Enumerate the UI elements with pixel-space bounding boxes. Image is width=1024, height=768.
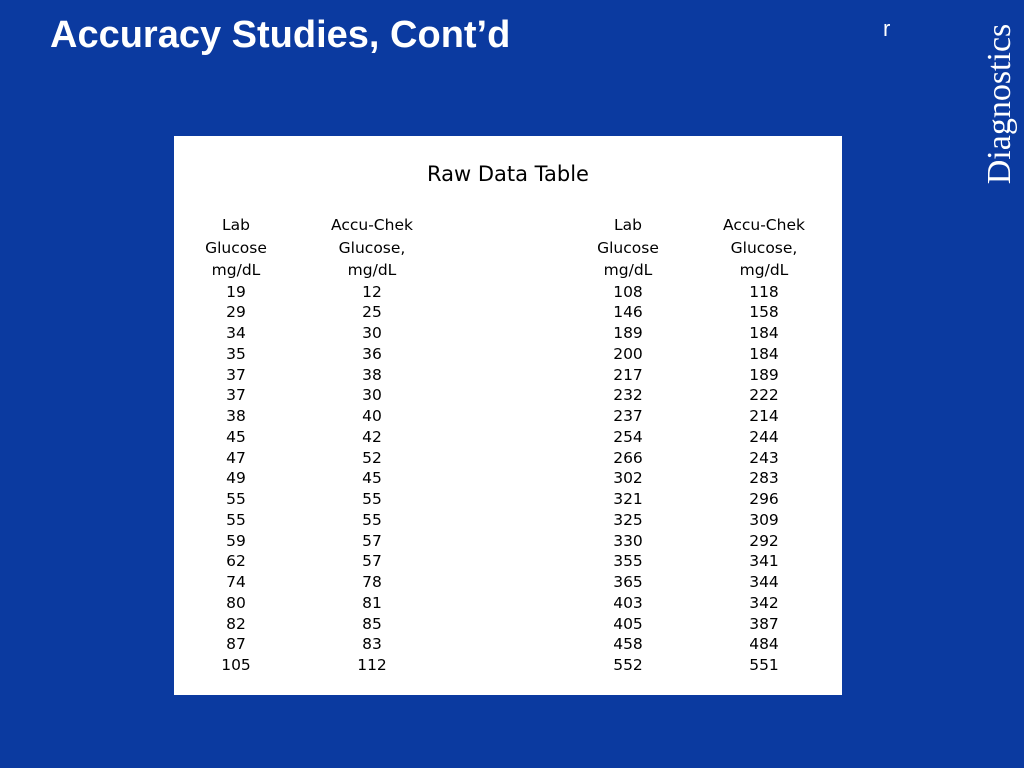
table-cell: 217 <box>613 365 643 384</box>
table-cell: 42 <box>362 427 382 446</box>
table-cell: 244 <box>749 427 779 446</box>
accu-chek-column-1 <box>312 214 432 676</box>
column-header: Accu-Chek Glucose, mg/dL <box>723 216 805 279</box>
table-cell: 200 <box>613 344 643 363</box>
table-cell: 403 <box>613 593 643 612</box>
table-cell: 35 <box>226 344 246 363</box>
table-cell: 55 <box>226 490 246 508</box>
table-cell: 309 <box>749 510 779 529</box>
column-cells <box>704 282 824 676</box>
table-cell: 551 <box>749 656 779 674</box>
table-cell: 38 <box>226 407 246 425</box>
raw-data-table <box>174 136 842 695</box>
table-cell: 296 <box>749 490 779 508</box>
table-cell: 243 <box>749 448 779 467</box>
table-cell: 112 <box>357 656 387 674</box>
table-cell: 81 <box>362 593 382 612</box>
table-cell: 237 <box>613 407 643 425</box>
table-cell: 36 <box>362 344 382 363</box>
table-cell: 330 <box>613 531 643 550</box>
table-cell: 266 <box>613 448 643 467</box>
column-cells <box>568 282 688 676</box>
table-cell: 83 <box>362 635 382 654</box>
table-cell: 37 <box>226 386 246 405</box>
accu-chek-column-2 <box>704 214 824 676</box>
table-cell: 146 <box>613 303 643 322</box>
table-cell: 214 <box>749 407 779 425</box>
slide-title: Accuracy Studies, Cont’d <box>50 14 511 56</box>
table-cell: 85 <box>362 614 382 633</box>
table-cell: 292 <box>749 531 779 550</box>
table-cell: 184 <box>749 344 779 363</box>
table-cell: 118 <box>749 282 779 301</box>
table-cell: 158 <box>749 303 779 322</box>
table-cell: 325 <box>613 510 643 529</box>
column-header: Lab Glucose mg/dL <box>205 216 267 279</box>
table-cell: 189 <box>749 365 779 384</box>
table-cell: 30 <box>362 386 382 405</box>
table-cell: 552 <box>613 656 643 674</box>
table-cell: 30 <box>362 324 382 342</box>
column-cells <box>176 282 296 676</box>
table-cell: 78 <box>362 573 382 591</box>
table-cell: 342 <box>749 593 779 612</box>
table-caption: Raw Data Table <box>427 162 589 186</box>
table-cell: 105 <box>221 656 251 674</box>
table-cell: 321 <box>613 490 643 508</box>
table-cell: 40 <box>362 407 382 425</box>
table-cell: 355 <box>613 552 643 571</box>
table-cell: 254 <box>613 427 643 446</box>
table-cell: 62 <box>226 552 246 571</box>
table-cell: 57 <box>362 552 382 571</box>
table-cell: 45 <box>362 469 382 488</box>
table-cell: 25 <box>362 303 382 322</box>
table-cell: 232 <box>613 386 643 405</box>
table-cell: 458 <box>613 635 643 654</box>
corner-mark: r <box>883 16 891 41</box>
table-cell: 55 <box>226 510 246 529</box>
column-header: Lab Glucose mg/dL <box>597 216 659 279</box>
table-cell: 57 <box>362 531 382 550</box>
table-cell: 302 <box>613 469 643 488</box>
table-cell: 52 <box>362 448 382 467</box>
table-cell: 49 <box>226 469 246 488</box>
table-cell: 283 <box>749 469 779 488</box>
table-cell: 12 <box>362 282 382 301</box>
table-cell: 19 <box>226 282 246 301</box>
table-cell: 34 <box>226 324 246 342</box>
lab-glucose-column-2 <box>568 214 688 676</box>
brand-wordmark: Diagnostics <box>981 23 1018 185</box>
table-cell: 87 <box>226 635 246 654</box>
table-cell: 29 <box>226 303 246 322</box>
table-cell: 108 <box>613 282 643 301</box>
table-cell: 82 <box>226 614 246 633</box>
column-header: Accu-Chek Glucose, mg/dL <box>331 216 413 279</box>
table-cell: 37 <box>226 365 246 384</box>
table-cell: 405 <box>613 614 643 633</box>
table-cell: 74 <box>226 573 246 591</box>
table-cell: 341 <box>749 552 779 571</box>
table-cell: 47 <box>226 448 246 467</box>
table-cell: 189 <box>613 324 643 342</box>
table-cell: 38 <box>362 365 382 384</box>
table-cell: 55 <box>362 490 382 508</box>
table-cell: 387 <box>749 614 779 633</box>
table-cell: 59 <box>226 531 246 550</box>
table-cell: 484 <box>749 635 779 654</box>
table-cell: 55 <box>362 510 382 529</box>
table-cell: 80 <box>226 593 246 612</box>
column-cells <box>312 282 432 676</box>
table-cell: 45 <box>226 427 246 446</box>
table-cell: 365 <box>613 573 643 591</box>
lab-glucose-column-1 <box>176 214 296 676</box>
table-cell: 344 <box>749 573 779 591</box>
table-cell: 222 <box>749 386 779 405</box>
table-cell: 184 <box>749 324 779 342</box>
